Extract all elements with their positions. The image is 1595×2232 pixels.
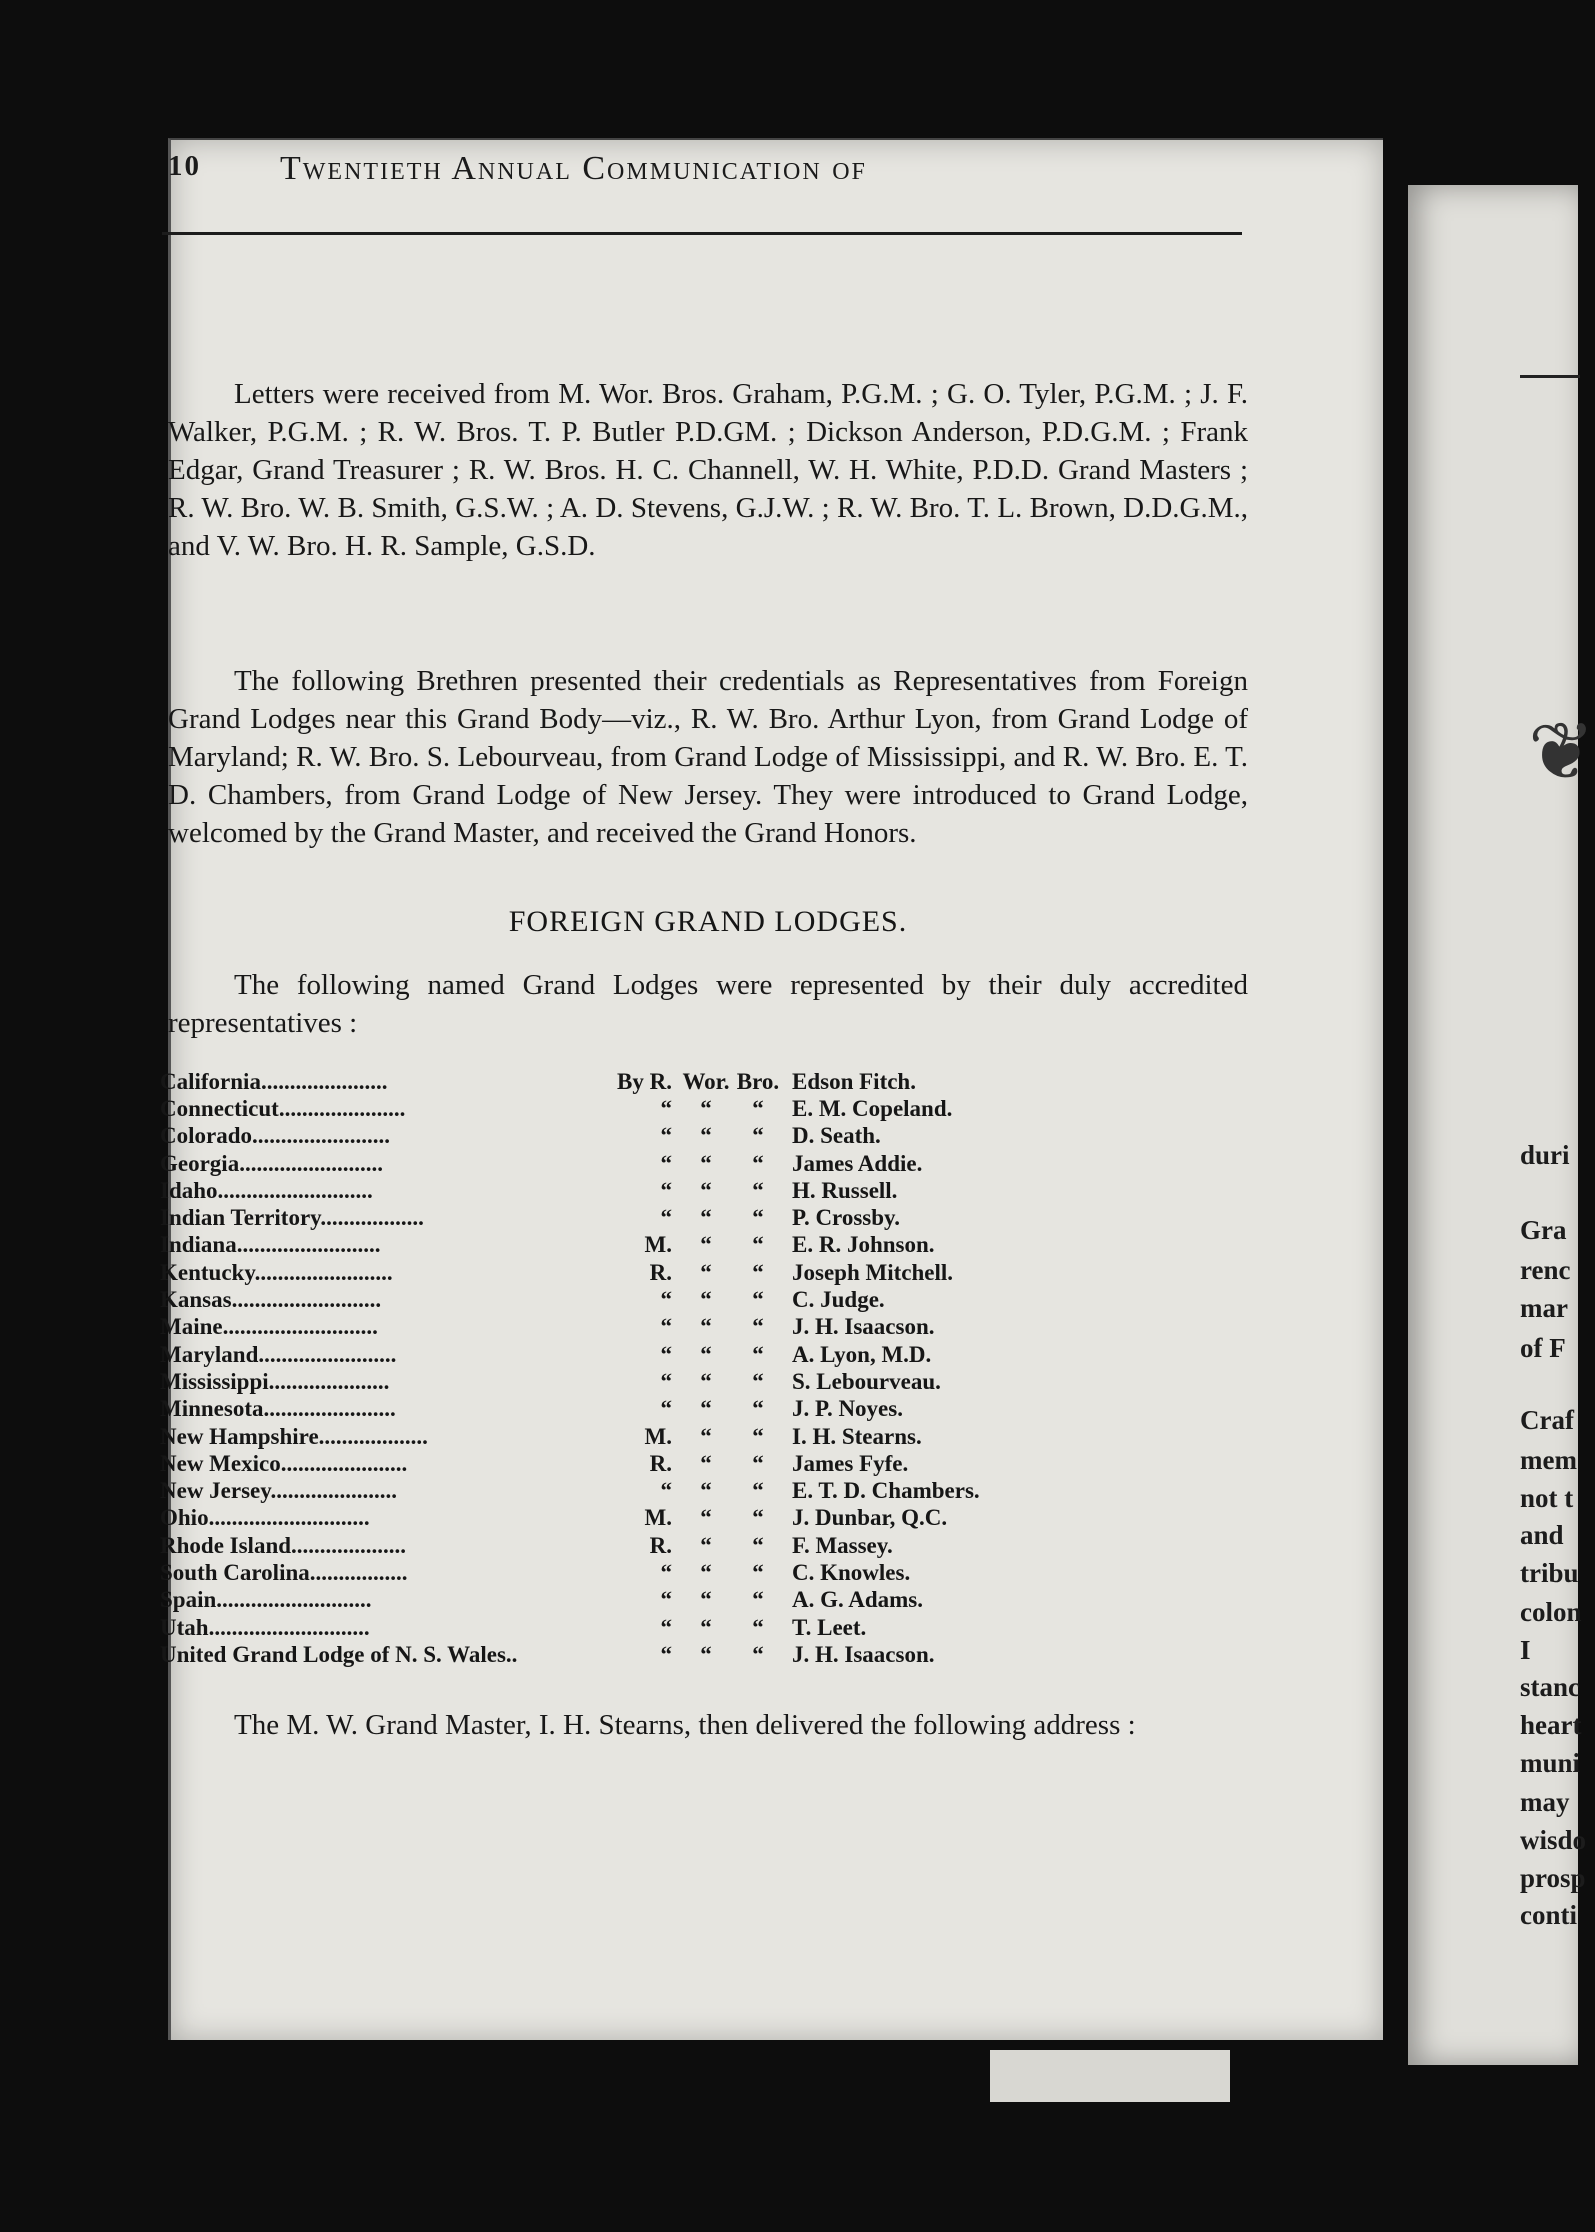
dot-leader: ............................ [208, 1505, 370, 1531]
representative: F. Massey. [792, 1532, 893, 1558]
header-rule [162, 232, 1242, 235]
table-row [160, 1204, 980, 1231]
lodge-name [160, 1450, 590, 1477]
representative: E. M. Copeland. [792, 1095, 953, 1121]
credentials-paragraph: The following Brethren presented their credentials as Representatives from Foreign Grand Lodges near this Grand Body—viz., R. W. Bro. Arthur Lyon, from Grand Lodge of Maryland; R. W. Bro. S. Lebourveau, from Grand Lodge of Mississippi, and R. W. Bro. E. T. D. Chambers, from Grand Lodge of New Jersey. They were introduced to Grand Lodge, welcomed by the Grand Master, and received the Grand Honors. [168, 665, 1248, 849]
rank-wor: “ [700, 1505, 712, 1531]
named-lodges-paragraph: The following named Grand Lodges were represented by their duly accredited representatives : [168, 969, 1248, 1039]
rank-by: “ [660, 1341, 672, 1367]
rank-bro: “ [752, 1150, 764, 1176]
dot-leader: ........................... [217, 1177, 373, 1203]
rank-wor: “ [700, 1614, 712, 1640]
rank-by: By R. [617, 1068, 672, 1094]
dot-leader: ...................... [278, 1095, 406, 1121]
dot-leader: ................... [318, 1423, 428, 1449]
lodge-name-text: Indiana [160, 1232, 237, 1258]
representative: James Fyfe. [792, 1450, 909, 1476]
lodge-name-text: California [160, 1068, 261, 1094]
representative: James Addie. [792, 1150, 923, 1176]
dot-leader: ........................... [222, 1314, 378, 1340]
rank-bro: “ [752, 1559, 764, 1585]
dot-leader: ..................... [268, 1368, 390, 1394]
dot-leader: ...................... [260, 1068, 388, 1094]
table-row [160, 1123, 980, 1150]
dot-leader: ....................... [263, 1396, 396, 1422]
rank-by: “ [660, 1587, 672, 1613]
representative: C. Knowles. [792, 1559, 911, 1585]
section-heading: FOREIGN GRAND LODGES. [508, 905, 908, 938]
rank-by: “ [660, 1641, 672, 1667]
lodge-name-text: Kansas [160, 1287, 232, 1313]
lodge-name [160, 1477, 590, 1504]
lodge-name [160, 1368, 590, 1395]
rank-by: “ [660, 1205, 672, 1231]
rank-bro: “ [752, 1532, 764, 1558]
representative: I. H. Stearns. [792, 1423, 922, 1449]
rank-bro: “ [752, 1123, 764, 1149]
representative: P. Crossby. [792, 1205, 901, 1231]
representative: T. Leet. [792, 1614, 867, 1640]
rank-by: R. [649, 1259, 672, 1285]
lodge-name-text: Georgia [160, 1150, 240, 1176]
rank-by: “ [660, 1478, 672, 1504]
representative: J. H. Isaacson. [792, 1314, 935, 1340]
lodge-name [160, 1559, 590, 1586]
representative: A. Lyon, M.D. [792, 1341, 932, 1367]
rank-bro: “ [752, 1259, 764, 1285]
rank-by: R. [649, 1450, 672, 1476]
rank-wor: “ [700, 1368, 712, 1394]
lodge-name [160, 1314, 590, 1341]
lodge-name [160, 1641, 590, 1668]
rank-wor: “ [700, 1259, 712, 1285]
rank-by: “ [660, 1095, 672, 1121]
lodge-name-text: Kentucky [160, 1259, 255, 1285]
table-row [160, 1614, 980, 1641]
right-page-fragment: mar [1520, 1293, 1568, 1323]
floral-ornament-icon: ❦ [1528, 705, 1595, 798]
rank-bro: “ [752, 1205, 764, 1231]
table-row [160, 1423, 980, 1450]
dot-leader: ......................... [239, 1150, 383, 1176]
rank-wor: “ [700, 1423, 712, 1449]
representative: A. G. Adams. [792, 1587, 923, 1613]
lodge-name-text: Spain [160, 1587, 217, 1613]
rank-wor: “ [700, 1341, 712, 1367]
lodge-name-text: South Carolina [160, 1559, 310, 1585]
rank-by: “ [660, 1123, 672, 1149]
page-number: 10 [168, 150, 201, 182]
right-page-fragment: not t [1520, 1483, 1574, 1513]
rank-wor: “ [700, 1232, 712, 1258]
rank-wor: “ [700, 1559, 712, 1585]
lodge-name [160, 1587, 590, 1614]
table-row [160, 1587, 980, 1614]
lodge-name-text: New Jersey [160, 1478, 271, 1504]
rank-bro: “ [752, 1505, 764, 1531]
table-row [160, 1314, 980, 1341]
right-page-fragment: stanc [1520, 1672, 1580, 1702]
lodge-name-text: Ohio [160, 1505, 209, 1531]
rank-bro: “ [752, 1341, 764, 1367]
paper-tab [990, 2050, 1230, 2102]
table-row [160, 1177, 980, 1204]
right-page-fragment: prosp [1520, 1863, 1586, 1893]
lodge-name [160, 1095, 590, 1122]
dot-leader: .................... [291, 1532, 407, 1558]
representative: J. H. Isaacson. [792, 1641, 935, 1667]
right-page-fragment: muni [1520, 1748, 1581, 1778]
representative: J. Dunbar, Q.C. [792, 1505, 948, 1531]
lodge-name [160, 1423, 590, 1450]
lodge-name [160, 1068, 590, 1095]
lodge-name-text: Maine [160, 1314, 223, 1340]
representative: C. Judge. [792, 1287, 885, 1313]
table-row [160, 1232, 980, 1259]
letters-paragraph: Letters were received from M. Wor. Bros. Graham, P.G.M. ; G. O. Tyler, P.G.M. ; J. F. Walker, P.G.M. ; R. W. Bros. T. P. Butler P.D.GM. ; Dickson Anderson, P.D.G.M. ; Frank Edgar, Grand Treasurer ; R. W. Bros. H. C. Channell, W. H. White, P.D.D. Grand Masters ; R. W. Bro. W. B. Smith, G.S.W. ; A. D. Stevens, G.J.W. ; R. W. Bro. T. L. Brown, D.D.G.M., and V. W. Bro. H. R. Sample, G.S.D. [168, 378, 1248, 562]
dot-leader: .......................... [231, 1287, 382, 1313]
lodge-name [160, 1177, 590, 1204]
rank-bro: “ [752, 1614, 764, 1640]
rank-by: R. [649, 1532, 672, 1558]
rank-bro: “ [752, 1587, 764, 1613]
table-row [160, 1477, 980, 1504]
rank-wor: “ [700, 1314, 712, 1340]
table-row [160, 1450, 980, 1477]
rank-bro: “ [752, 1368, 764, 1394]
rank-by: M. [644, 1232, 672, 1258]
rank-by: “ [660, 1559, 672, 1585]
right-page-edge [1408, 185, 1595, 2065]
right-page-fragment: heart [1520, 1710, 1582, 1740]
lodge-name [160, 1505, 590, 1532]
rank-wor: “ [700, 1123, 712, 1149]
table-row [160, 1559, 980, 1586]
lodge-name-text: United Grand Lodge of N. S. Wales [160, 1641, 506, 1667]
rank-bro: “ [752, 1396, 764, 1422]
right-page-fragment: mem [1520, 1445, 1577, 1475]
right-page-fragment: conti [1520, 1900, 1577, 1930]
dot-leader: ........................... [216, 1587, 372, 1613]
lodge-name [160, 1286, 590, 1313]
lodge-name-text: Colorado [160, 1123, 252, 1149]
right-page-fragment: wisdo [1520, 1825, 1587, 1855]
running-title: Twentieth Annual Communication of [280, 150, 867, 187]
rank-bro: “ [752, 1423, 764, 1449]
dot-leader: ........................ [252, 1123, 390, 1149]
lodge-name-text: Rhode Island [160, 1532, 292, 1558]
right-page-rule [1520, 375, 1580, 378]
table-row [160, 1641, 980, 1668]
lodge-name-text: Mississippi [160, 1368, 269, 1394]
table-row [160, 1368, 980, 1395]
dot-leader: ............................ [208, 1614, 370, 1640]
rank-wor: “ [700, 1532, 712, 1558]
rank-bro: “ [752, 1641, 764, 1667]
lodge-name [160, 1341, 590, 1368]
right-page-fragment: Gra [1520, 1215, 1567, 1245]
representative: H. Russell. [792, 1177, 898, 1203]
dot-leader: ...................... [280, 1450, 408, 1476]
rank-by: M. [644, 1423, 672, 1449]
rank-by: “ [660, 1177, 672, 1203]
lodge-name-text: Indian Territory [160, 1205, 321, 1231]
table-row [160, 1286, 980, 1313]
rank-wor: “ [700, 1478, 712, 1504]
rank-wor: “ [700, 1396, 712, 1422]
dot-leader: ......................... [236, 1232, 381, 1258]
table-row [160, 1341, 980, 1368]
lodge-name-text: Utah [160, 1614, 209, 1640]
rank-wor: “ [700, 1641, 712, 1667]
rank-wor: “ [700, 1205, 712, 1231]
lodge-name [160, 1204, 590, 1231]
rank-bro: Bro. [736, 1068, 780, 1094]
right-page-fragment: may [1520, 1787, 1570, 1817]
rank-wor: “ [700, 1095, 712, 1121]
table-row [160, 1068, 980, 1095]
rank-by: M. [644, 1505, 672, 1531]
foreign-lodges-table [160, 1068, 980, 1669]
table-row [160, 1095, 980, 1122]
right-page-fragment: colon [1520, 1597, 1582, 1627]
representative: J. P. Noyes. [792, 1396, 903, 1422]
table-row [160, 1532, 980, 1559]
lodge-name-text: New Hampshire [160, 1423, 319, 1449]
rank-wor: “ [700, 1177, 712, 1203]
lodge-name-text: Minnesota [160, 1396, 264, 1422]
lodge-name-text: New Mexico [160, 1450, 281, 1476]
representative: Joseph Mitchell. [792, 1259, 953, 1285]
rank-by: “ [660, 1287, 672, 1313]
lodge-name [160, 1123, 590, 1150]
right-page-fragment: Craf [1520, 1405, 1574, 1435]
lodge-name-text: Idaho [160, 1177, 218, 1203]
right-page-fragment: of F [1520, 1333, 1566, 1363]
dot-leader: .................. [320, 1205, 424, 1231]
rank-bro: “ [752, 1478, 764, 1504]
dot-leader: ................. [309, 1559, 408, 1585]
table-row [160, 1396, 980, 1423]
right-page-fragment: duri [1520, 1140, 1570, 1170]
right-page-fragment: tribu [1520, 1558, 1579, 1588]
rank-bro: “ [752, 1095, 764, 1121]
lodge-name [160, 1232, 590, 1259]
rank-by: “ [660, 1314, 672, 1340]
right-page-fragment: renc [1520, 1255, 1571, 1285]
dot-leader: ........................ [258, 1341, 397, 1367]
representative: S. Lebourveau. [792, 1368, 941, 1394]
right-page-fragment: I [1520, 1635, 1531, 1665]
dot-leader: ........................ [254, 1259, 393, 1285]
lodge-name [160, 1614, 590, 1641]
representative: Edson Fitch. [792, 1068, 916, 1094]
rank-wor: “ [700, 1587, 712, 1613]
table-row [160, 1150, 980, 1177]
rank-wor: “ [700, 1287, 712, 1313]
rank-wor: “ [700, 1450, 712, 1476]
lodge-name [160, 1259, 590, 1286]
dot-leader: ...................... [270, 1478, 397, 1504]
lodge-name [160, 1532, 590, 1559]
rank-bro: “ [752, 1287, 764, 1313]
lodge-name-text: Maryland [160, 1341, 259, 1367]
representative: E. R. Johnson. [792, 1232, 935, 1258]
rank-bro: “ [752, 1450, 764, 1476]
table-row [160, 1505, 980, 1532]
rank-wor: “ [700, 1150, 712, 1176]
representative: D. Seath. [792, 1123, 881, 1149]
right-page-fragment: and [1520, 1520, 1564, 1550]
rank-by: “ [660, 1396, 672, 1422]
address-paragraph: The M. W. Grand Master, I. H. Stearns, then delivered the following address : [234, 1709, 1136, 1741]
rank-by: “ [660, 1614, 672, 1640]
rank-bro: “ [752, 1232, 764, 1258]
rank-by: “ [660, 1150, 672, 1176]
dot-leader: .. [505, 1641, 518, 1667]
lodge-name [160, 1150, 590, 1177]
rank-bro: “ [752, 1177, 764, 1203]
rank-bro: “ [752, 1314, 764, 1340]
lodge-name [160, 1396, 590, 1423]
table-row [160, 1259, 980, 1286]
lodge-name-text: Connecticut [160, 1095, 279, 1121]
rank-by: “ [660, 1368, 672, 1394]
rank-wor: Wor. [682, 1068, 730, 1094]
representative: E. T. D. Chambers. [792, 1478, 980, 1504]
